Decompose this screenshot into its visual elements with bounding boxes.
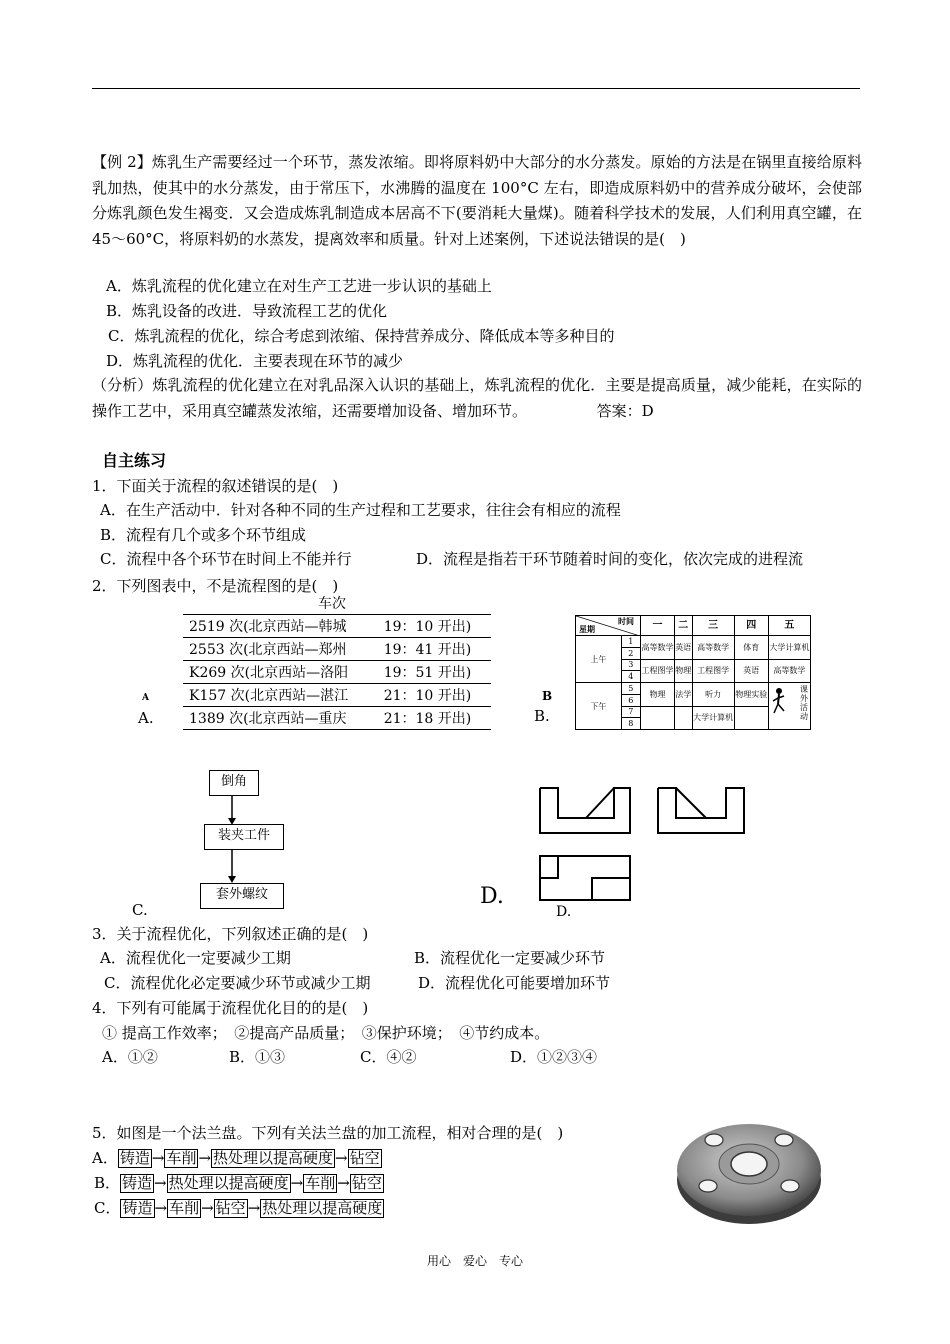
period-number: 1 (621, 636, 640, 648)
step-box: 车削 (169, 1199, 200, 1217)
label-d-big: D. (480, 884, 504, 909)
period-number: 2 (621, 647, 640, 659)
period-number: 6 (621, 694, 640, 706)
period-number: 5 (621, 683, 640, 695)
q3-option-a: A．流程优化一定要减少工期 (100, 949, 291, 967)
q5-option-b (94, 1173, 384, 1193)
day-header: 一 (641, 616, 675, 636)
step-box: 铸造 (122, 1174, 153, 1192)
flow-step-thread: 套外螺纹 (200, 883, 284, 909)
schedule-cell: 体育 (734, 636, 768, 660)
train-name: 1389 次(北京西站—重庆 (183, 707, 378, 730)
arrow: → (198, 1149, 212, 1167)
example2-analysis (92, 373, 862, 424)
q1-stem: 1．下面关于流程的叙述错误的是( ) (92, 477, 339, 495)
train-name: K269 次(北京西站—洛阳 (183, 661, 378, 684)
arrow: → (154, 1174, 167, 1192)
schedule-cell: 工程图学 (692, 659, 734, 683)
corner-bottom-label: 星期 (579, 624, 595, 634)
step-box: 钻空 (351, 1174, 382, 1192)
example2-option-d: D．炼乳流程的优化．主要表现在环节的减少 (106, 352, 404, 370)
train-name: 2519 次(北京西站—韩城 (183, 615, 378, 638)
schedule-cell: 高等数学 (692, 636, 734, 660)
schedule-cell: 高等数学 (641, 636, 675, 660)
train-time: 19：51 开出) (378, 661, 491, 684)
label-b-small: B (542, 689, 553, 703)
schedule-cell-activity (768, 683, 810, 730)
table-row (183, 638, 491, 661)
schedule-cell: 工程图学 (641, 659, 675, 683)
label-b: B. (534, 707, 550, 725)
step-box: 铸造 (119, 1149, 150, 1167)
train-timetable (183, 614, 491, 730)
label-d: D. (556, 904, 572, 920)
q4-option-c: C．④② (360, 1048, 417, 1066)
step-box: 热处理以提高硬度 (213, 1149, 334, 1167)
schedule-cell: 大学计算机 (692, 706, 734, 730)
schedule-cell: 高等数学 (768, 659, 810, 683)
day-header: 四 (734, 616, 768, 636)
label-a-small: A (142, 693, 149, 703)
train-name: K157 次(北京西站—湛江 (183, 684, 378, 707)
runner-icon (771, 687, 787, 717)
arrow: → (247, 1199, 261, 1217)
train-time: 19：41 开出) (378, 638, 491, 661)
day-header: 二 (675, 616, 693, 636)
table-row (183, 707, 491, 730)
example2-option-a: A．炼乳流程的优化建立在对生产工艺进一步认识的基础上 (106, 277, 492, 295)
q5-stem: 5．如图是一个法兰盘。下列有关法兰盘的加工流程，相对合理的是( ) (92, 1124, 564, 1142)
q5-option-c (94, 1198, 384, 1218)
step-box: 热处理以提高硬度 (168, 1174, 289, 1192)
arrow: → (201, 1199, 214, 1217)
pm-label: 下午 (576, 683, 622, 730)
day-header: 三 (692, 616, 734, 636)
period-number: 8 (621, 718, 640, 730)
header-rule (92, 88, 860, 89)
schedule-cell: 物理 (675, 659, 693, 683)
step-box: 钻空 (349, 1149, 380, 1167)
train-table-header: 车次 (318, 596, 346, 612)
schedule-corner (576, 616, 641, 636)
schedule-cell (675, 706, 693, 730)
arrow: → (335, 1149, 348, 1167)
q4-option-d: D．①②③④ (510, 1048, 598, 1066)
q3-option-d: D．流程优化可能要增加环节 (418, 974, 611, 992)
q4-option-a: A．①② (102, 1048, 158, 1066)
table-row (183, 661, 491, 684)
schedule-cell (641, 706, 675, 730)
am-label: 上午 (576, 636, 622, 683)
example2-option-b: B．炼乳设备的改进．导致流程工艺的优化 (106, 302, 388, 320)
page-footer: 用心 爱心 专心 (426, 1254, 523, 1268)
analysis-text: （分析）炼乳流程的优化建立在对乳品深入认识的基础上，炼乳流程的优化．主要是提高质量，减少能耗，在实际的操作工艺中，采用真空罐蒸发浓缩，还需要增加设备、增加环节。 (92, 376, 862, 420)
train-time: 19：10 开出) (378, 615, 491, 638)
flow-step-chamfer: 倒角 (209, 770, 259, 796)
schedule-cell: 听力 (692, 683, 734, 707)
day-header: 五 (768, 616, 810, 636)
label-a: A. (138, 709, 154, 727)
q1-option-a: A．在生产活动中．针对各种不同的生产过程和工艺要求，往往会有相应的流程 (100, 501, 621, 519)
arrow: → (154, 1199, 168, 1217)
schedule-cell (734, 706, 768, 730)
example2-text: 【例 2】炼乳生产需要经过一个环节，蒸发浓缩。即将原料奶中大部分的水分蒸发。原始的方法是在锅里直接给原料乳加热，使其中的水分蒸发，由于常压下，水沸腾的温度在 100°C 左右，即造成原料奶中的营养成分破坏，会使部分炼乳颜色发生褐变．又会造成炼乳制造成本居高不下(要消耗大量煤)。随着科学技术的发展，人们利用真空罐，在 45～60°C，将原料奶的水蒸发，提离效率和质量。针对上述案例，下述说法错误的是( ) (92, 153, 862, 248)
option-letter: A． (92, 1149, 118, 1167)
q4-option-b: B．①③ (229, 1048, 286, 1066)
option-letter: C． (94, 1199, 121, 1217)
section-title: 自主练习 (102, 451, 167, 470)
example2-option-c: C．炼乳流程的优化，综合考虑到浓缩、保持营养成分、降低成本等多种目的 (108, 327, 615, 345)
arrow: → (151, 1149, 165, 1167)
step-box: 铸造 (122, 1199, 153, 1217)
activity-label: 课外活动 (800, 685, 808, 721)
train-time: 21：10 开出) (378, 684, 491, 707)
schedule-cell: 物理 (641, 683, 675, 707)
flange-image (674, 1118, 824, 1226)
q1-option-d: D．流程是指若干环节随着时间的变化，依次完成的进程流 (416, 550, 804, 568)
period-number: 7 (621, 706, 640, 718)
step-box: 钻空 (215, 1199, 246, 1217)
schedule-cell: 大学计算机 (768, 636, 810, 660)
train-name: 2553 次(北京西站—郑州 (183, 638, 378, 661)
q2-stem: 2．下列图表中，不是流程图的是( ) (92, 577, 339, 595)
schedule-cell: 物理实验 (734, 683, 768, 707)
q1-option-c: C．流程中各个环节在时间上不能并行 (100, 550, 352, 568)
schedule-cell: 法学 (675, 683, 693, 707)
flow-step-clamp: 装夹工件 (204, 824, 284, 850)
period-number: 3 (621, 659, 640, 671)
option-letter: B． (94, 1174, 121, 1192)
step-box: 车削 (166, 1149, 197, 1167)
answer-text: 答案：D (596, 401, 654, 420)
table-row (183, 615, 491, 638)
period-number: 4 (621, 671, 640, 683)
q3-option-c: C．流程优化必定要减少环节或减少工期 (104, 974, 371, 992)
step-box: 车削 (305, 1174, 336, 1192)
corner-top-label: 时间 (618, 616, 634, 626)
arrow: → (290, 1174, 304, 1192)
q3-stem: 3．关于流程优化，下列叙述正确的是( ) (92, 925, 369, 943)
label-c: C. (132, 901, 148, 919)
q3-option-b: B．流程优化一定要减少环节 (414, 949, 606, 967)
three-view-drawing (530, 778, 750, 918)
train-time: 21：18 开出) (378, 707, 491, 730)
q1-option-b: B．流程有几个或多个环节组成 (100, 526, 307, 544)
step-box: 热处理以提高硬度 (262, 1199, 383, 1217)
q4-items: ① 提高工作效率； ②提高产品质量； ③保护环境； ④节约成本。 (102, 1024, 550, 1042)
class-schedule (575, 615, 811, 730)
schedule-cell: 英语 (675, 636, 693, 660)
q4-stem: 4．下列有可能属于流程优化目的的是( ) (92, 999, 369, 1017)
schedule-cell: 英语 (734, 659, 768, 683)
table-row (183, 684, 491, 707)
q5-option-a (92, 1148, 382, 1168)
arrow: → (337, 1174, 350, 1192)
